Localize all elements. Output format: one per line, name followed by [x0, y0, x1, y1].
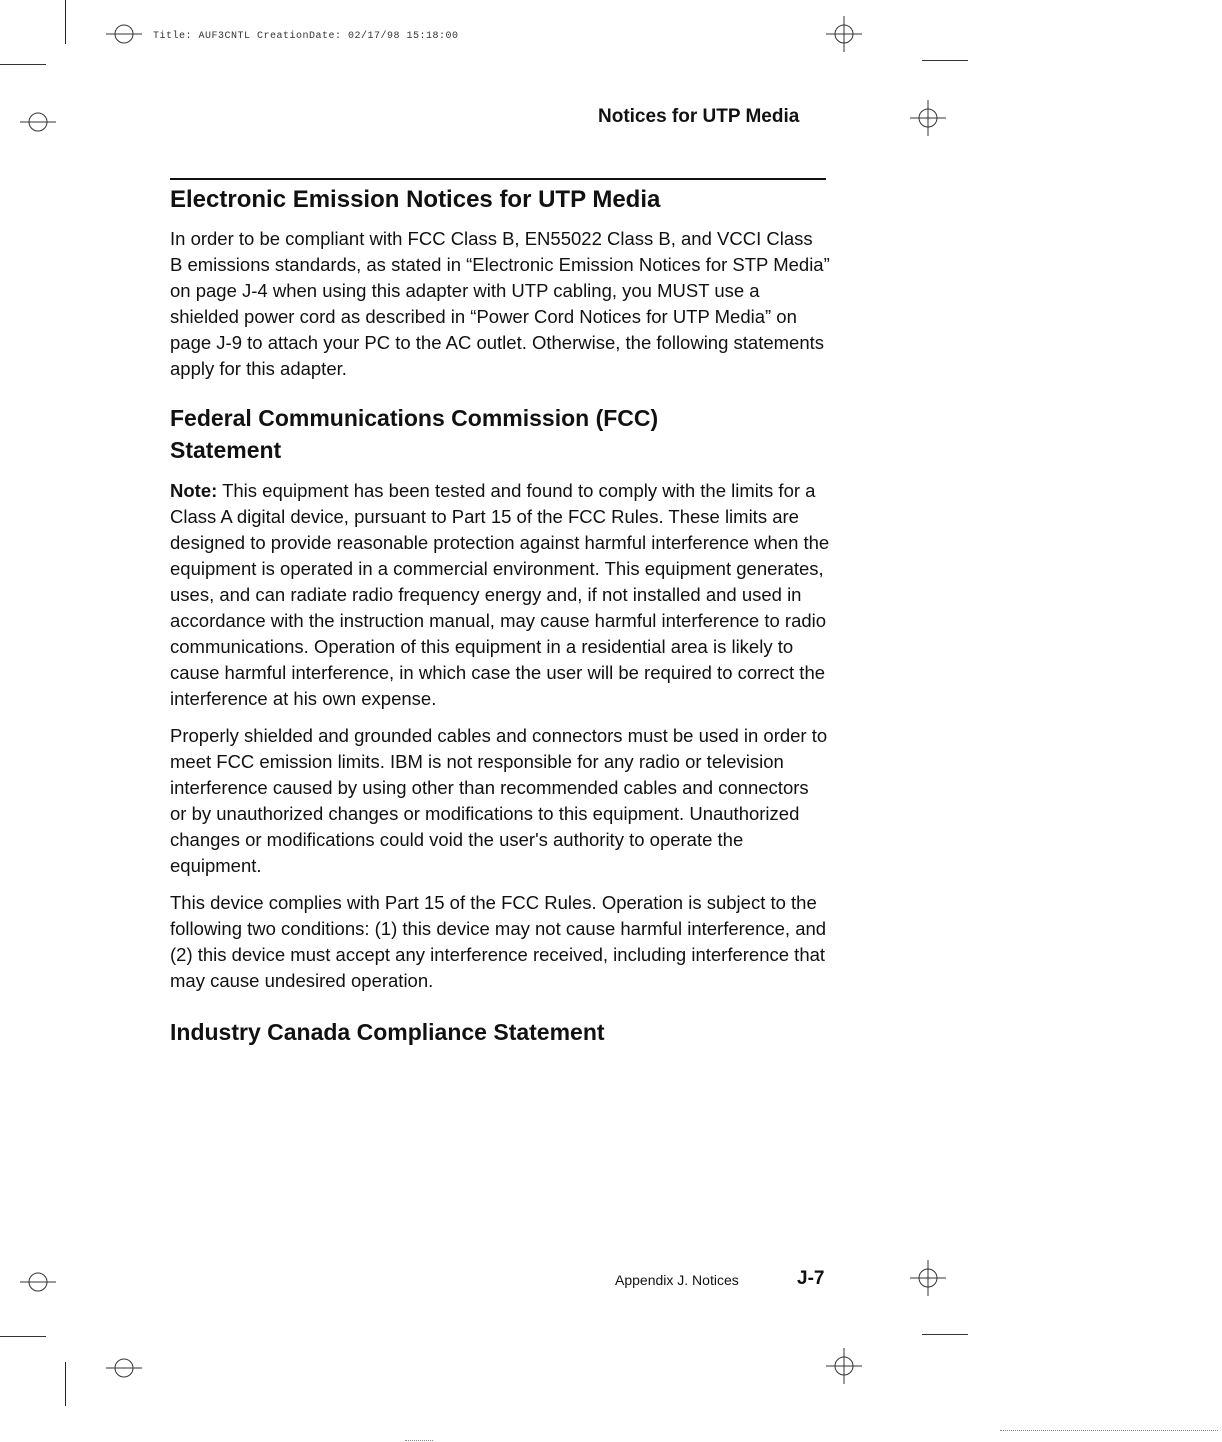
registration-mark-icon — [826, 16, 862, 52]
paragraph-fcc-part15: This device complies with Part 15 of the FCC Rules. Operation is subject to the following two conditions: (1) this device may not cause harmful interference, and (2) this device must accept any interference received, including interference that may cause undesired operation. — [170, 892, 827, 991]
section-title-canada: Industry Canada Compliance Statement — [170, 1019, 605, 1045]
crop-mark-left-upper — [0, 64, 46, 65]
scan-artifact — [1000, 1430, 1218, 1432]
section-title-emission: Electronic Emission Notices for UTP Media — [170, 186, 661, 213]
registration-mark-icon — [910, 1260, 946, 1296]
crop-mark-bottom-left — [65, 1362, 66, 1406]
crop-mark-top-left — [65, 0, 66, 44]
note-text: This equipment has been tested and found to comply with the limits for a Class A digital device, pursuant to Part 15 of the FCC Rules. These limits are designed to provide reasonable protection against harmful interference when the equipment is operated in a commercial environment. This equipment generates, uses, and can radiate radio frequency energy and, if not installed and used in accordance with the instruction manual, may cause harmful interference to radio communications. Operation of this equipment in a residential area is likely to cause harmful interference, in which case the user will be required to correct the interference at his own expense. — [170, 480, 830, 709]
registration-mark-icon — [910, 100, 946, 136]
registration-mark-icon — [106, 1356, 142, 1380]
note-label: Note: — [170, 480, 218, 501]
paragraph-fcc-cables: Properly shielded and grounded cables and connectors must be used in order to meet FCC emission limits. IBM is not responsible for any radio or television interference caused by using other than recommended cables and connectors or by unauthorized changes or modifications to this equipment. Unauthorized changes or modifications could void the user's authority to operate the equipment. — [170, 725, 828, 876]
crop-mark-left-lower — [0, 1336, 46, 1337]
paragraph-emission: In order to be compliant with FCC Class B, EN55022 Class B, and VCCI Class B emissions standards, as stated in “Electronic Emission Notices for STP Media” on page J-4 when using this adapter with UTP cabling, you MUST use a shielded power cord as described in “Power Cord Notices for UTP Media” on page J-9 to attach your PC to the AC outlet. Otherwise, the following statements apply for this adapter. — [170, 228, 830, 379]
crop-mark-right-upper — [922, 60, 968, 61]
footer-label: Appendix J. Notices — [615, 1272, 739, 1288]
registration-mark-icon — [20, 1270, 56, 1294]
running-head: Notices for UTP Media — [598, 106, 800, 127]
registration-mark-icon — [826, 1348, 862, 1384]
crop-mark-right-lower — [922, 1334, 968, 1335]
registration-mark-icon — [106, 22, 142, 46]
job-slug: Title: AUF3CNTL CreationDate: 02/17/98 15:18:00 — [153, 31, 459, 42]
page-content — [170, 180, 830, 1060]
paragraph-fcc-note — [170, 478, 830, 712]
registration-mark-icon — [20, 110, 56, 134]
section-title-fcc: Federal Communications Commission (FCC) Statement — [170, 405, 659, 463]
page-number: J-7 — [797, 1268, 825, 1289]
